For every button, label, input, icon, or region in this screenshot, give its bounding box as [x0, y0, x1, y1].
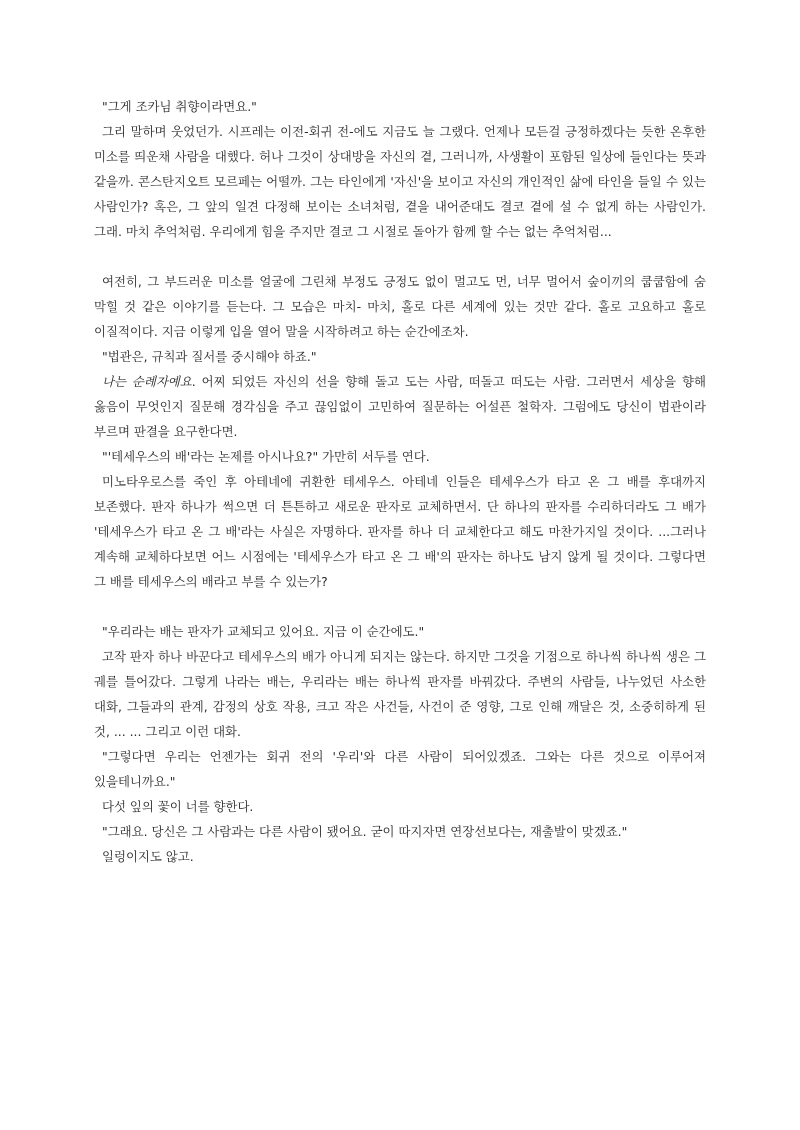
- paragraph-12: "그래요. 당신은 그 사람과는 다른 사람이 됐어요. 굳이 따지자면 연장선보다는, 재출발이 맞겠죠.": [102, 824, 628, 839]
- paragraph-7: 미노타우로스를 죽인 후 아테네에 귀환한 테세우스. 아테네 인들은 테세우스가 타고 온 그 배를 후대까지 보존했다. 판자 하나가 썩으면 더 튼튼하고 새로운 판자로 교체하면서. 단 하나의 판자를 수리하더라도 그 배가 '테세우스가 타고 온 그 배'라는 사실은 자명하다. 판자를 하나 더 교체한다고 해도 마찬가지일 것이다. ...그러나 계속해 교체하다보면 어느 시점에는 '테세우스가 타고 온 그 배'의 판자는 하나도 남지 않게 될 것이다. 그렇다면 그 배를 테세우스의 배라고 부를 수 있는가?: [94, 474, 706, 589]
- paragraph-13: 일렁이지도 않고.: [102, 849, 194, 864]
- paragraph-11: 다섯 잎의 꽃이 너를 향한다.: [102, 799, 254, 814]
- paragraph-5-text: . 어찌 되었든 자신의 선을 향해 돌고 도는 사람, 떠돌고 떠도는 사람. 그러면서 세상을 향해 옳음이 무엇인지 질문해 경각심을 주고 끊임없이 고민하여 질문하는 어설픈 철학자. 그럼에도 당신이 법관이라 부르며 판결을 요구한다면.: [94, 374, 706, 439]
- paragraph-gap: [94, 244, 706, 269]
- paragraph-gap: [94, 594, 706, 619]
- italic-phrase: 나는 순례자예요: [102, 374, 192, 389]
- paragraph-3: 여전히, 그 부드러운 미소를 얼굴에 그린채 부정도 긍정도 없이 멀고도 먼, 너무 멀어서 숲이끼의 쿱쿱함에 숨 막힐 것 같은 이야기를 듣는다. 그 모습은 마치- 마치, 홀로 다른 세계에 있는 것만 같다. 홀로 고요하고 홀로 이질적이다. 지금 이렇게 입을 열어 말을 시작하려고 하는 순간에조차.: [94, 274, 706, 339]
- paragraph-2: 그리 말하며 웃었던가. 시프레는 이전-회귀 전-에도 지금도 늘 그랬다. 언제나 모든걸 긍정하겠다는 듯한 온후한 미소를 띄운채 사람을 대했다. 허나 그것이 상대방을 자신의 곁, 그러니까, 사생활이 포함된 일상에 들인다는 뜻과 같을까. 콘스탄지오트 모르페는 어떨까. 그는 타인에게 '자신'을 보이고 자신의 개인적인 삶에 타인을 들일 수 있는 사람인가? 혹은, 그 앞의 일견 다정해 보이는 소녀처럼, 곁을 내어준대도 결코 곁에 설 수 없게 하는 사람인가. 그래. 마치 추억처럼. 우리에게 힘을 주지만 결코 그 시절로 돌아가 함께 할 수는 없는 추억처럼...: [94, 124, 706, 239]
- paragraph-5: [94, 369, 706, 444]
- paragraph-9: 고작 판자 하나 바꾼다고 테세우스의 배가 아니게 되지는 않는다. 하지만 그것을 기점으로 하나씩 하나씩 생은 그 궤를 틀어갔다. 그렇게 나라는 배는, 우리라는 배는 하나씩 판자를 바꿔갔다. 주변의 사람들, 나누었던 사소한 대화, 그들과의 관계, 감정의 상호 작용, 크고 작은 사건들, 사건이 준 영향, 그로 인해 깨달은 것, 소중히하게 된 것, ... ... 그리고 이런 대화.: [94, 649, 706, 739]
- paragraph-4: "법관은, 규칙과 질서를 중시해야 하죠.": [102, 349, 317, 364]
- paragraph-8: "우리라는 배는 판자가 교체되고 있어요. 지금 이 순간에도.": [102, 624, 425, 639]
- paragraph-1: "그게 조카님 취향이라면요.": [102, 99, 257, 114]
- paragraph-6: "'테세우스의 배'라는 논제를 아시나요?" 가만히 서두를 연다.: [102, 449, 430, 464]
- text-body: [94, 94, 706, 869]
- paragraph-10: "그렇다면 우리는 언젠가는 회귀 전의 '우리'와 다른 사람이 되어있겠죠. 그와는 다른 것으로 이루어져 있을테니까요.": [94, 749, 706, 789]
